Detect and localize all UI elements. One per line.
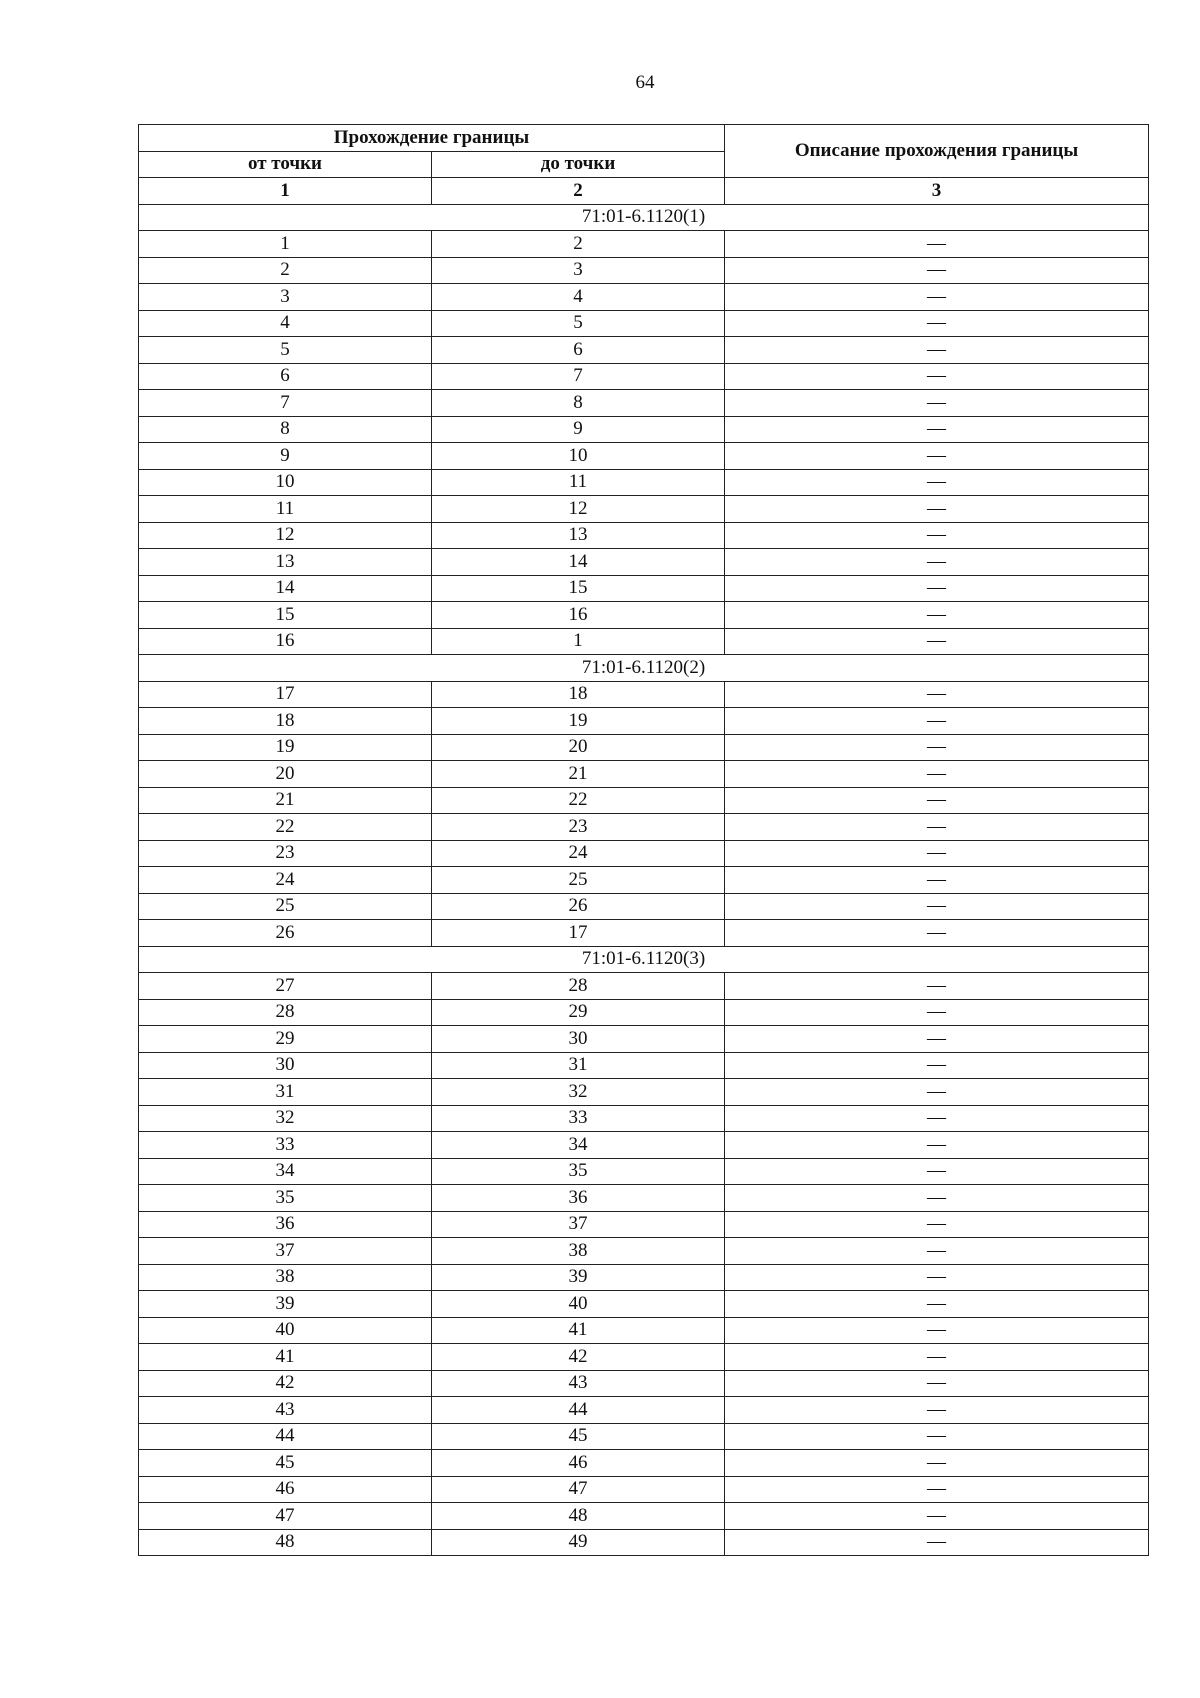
table-row xyxy=(139,761,1149,788)
from-point-cell: 7 xyxy=(139,390,432,417)
description-cell: — xyxy=(725,1238,1149,1265)
to-point-cell: 2 xyxy=(432,231,725,258)
table-row xyxy=(139,628,1149,655)
table-row xyxy=(139,284,1149,311)
description-cell: — xyxy=(725,1105,1149,1132)
table-row xyxy=(139,893,1149,920)
description-cell: — xyxy=(725,390,1149,417)
description-cell: — xyxy=(725,1185,1149,1212)
to-point-cell: 35 xyxy=(432,1158,725,1185)
from-point-cell: 46 xyxy=(139,1476,432,1503)
from-point-cell: 30 xyxy=(139,1052,432,1079)
from-point-cell: 4 xyxy=(139,310,432,337)
to-point-cell: 20 xyxy=(432,734,725,761)
description-cell: — xyxy=(725,973,1149,1000)
table-row xyxy=(139,1423,1149,1450)
description-cell: — xyxy=(725,999,1149,1026)
from-point-cell: 9 xyxy=(139,443,432,470)
table-row xyxy=(139,681,1149,708)
header-col-number-2: 2 xyxy=(432,178,725,205)
table-row xyxy=(139,363,1149,390)
header-from-point: от точки xyxy=(139,151,432,178)
table-row xyxy=(139,734,1149,761)
to-point-cell: 44 xyxy=(432,1397,725,1424)
description-cell: — xyxy=(725,363,1149,390)
from-point-cell: 48 xyxy=(139,1529,432,1556)
description-cell: — xyxy=(725,1079,1149,1106)
from-point-cell: 36 xyxy=(139,1211,432,1238)
table-row xyxy=(139,1317,1149,1344)
table-row xyxy=(139,337,1149,364)
from-point-cell: 33 xyxy=(139,1132,432,1159)
to-point-cell: 25 xyxy=(432,867,725,894)
from-point-cell: 40 xyxy=(139,1317,432,1344)
to-point-cell: 18 xyxy=(432,681,725,708)
page-number: 64 xyxy=(635,72,655,93)
description-cell: — xyxy=(725,549,1149,576)
to-point-cell: 8 xyxy=(432,390,725,417)
from-point-cell: 17 xyxy=(139,681,432,708)
description-cell: — xyxy=(725,575,1149,602)
to-point-cell: 45 xyxy=(432,1423,725,1450)
description-cell: — xyxy=(725,284,1149,311)
from-point-cell: 44 xyxy=(139,1423,432,1450)
description-cell: — xyxy=(725,257,1149,284)
from-point-cell: 19 xyxy=(139,734,432,761)
table-row xyxy=(139,416,1149,443)
to-point-cell: 6 xyxy=(432,337,725,364)
group-row xyxy=(139,946,1149,973)
to-point-cell: 48 xyxy=(432,1503,725,1530)
table-header xyxy=(139,125,1149,205)
table-row xyxy=(139,496,1149,523)
from-point-cell: 16 xyxy=(139,628,432,655)
to-point-cell: 5 xyxy=(432,310,725,337)
to-point-cell: 22 xyxy=(432,787,725,814)
description-cell: — xyxy=(725,1158,1149,1185)
to-point-cell: 26 xyxy=(432,893,725,920)
table-row xyxy=(139,1238,1149,1265)
table-row xyxy=(139,522,1149,549)
table-row xyxy=(139,1211,1149,1238)
description-cell: — xyxy=(725,708,1149,735)
from-point-cell: 28 xyxy=(139,999,432,1026)
to-point-cell: 32 xyxy=(432,1079,725,1106)
table-row xyxy=(139,469,1149,496)
to-point-cell: 9 xyxy=(432,416,725,443)
table-row xyxy=(139,1132,1149,1159)
to-point-cell: 30 xyxy=(432,1026,725,1053)
from-point-cell: 38 xyxy=(139,1264,432,1291)
from-point-cell: 42 xyxy=(139,1370,432,1397)
to-point-cell: 28 xyxy=(432,973,725,1000)
table-row xyxy=(139,1450,1149,1477)
to-point-cell: 17 xyxy=(432,920,725,947)
from-point-cell: 37 xyxy=(139,1238,432,1265)
description-cell: — xyxy=(725,1317,1149,1344)
table-row xyxy=(139,1079,1149,1106)
table-row xyxy=(139,973,1149,1000)
to-point-cell: 12 xyxy=(432,496,725,523)
table-row xyxy=(139,1476,1149,1503)
to-point-cell: 24 xyxy=(432,840,725,867)
to-point-cell: 40 xyxy=(432,1291,725,1318)
table-row xyxy=(139,1370,1149,1397)
group-title: 71:01-6.1120(3) xyxy=(139,946,1149,973)
from-point-cell: 29 xyxy=(139,1026,432,1053)
description-cell: — xyxy=(725,416,1149,443)
description-cell: — xyxy=(725,734,1149,761)
description-cell: — xyxy=(725,1211,1149,1238)
table-row xyxy=(139,1052,1149,1079)
table-row xyxy=(139,920,1149,947)
to-point-cell: 39 xyxy=(432,1264,725,1291)
table-row xyxy=(139,1185,1149,1212)
table-row xyxy=(139,999,1149,1026)
to-point-cell: 19 xyxy=(432,708,725,735)
to-point-cell: 47 xyxy=(432,1476,725,1503)
description-cell: — xyxy=(725,761,1149,788)
table-row xyxy=(139,708,1149,735)
description-cell: — xyxy=(725,681,1149,708)
from-point-cell: 20 xyxy=(139,761,432,788)
description-cell: — xyxy=(725,1052,1149,1079)
description-cell: — xyxy=(725,814,1149,841)
to-point-cell: 4 xyxy=(432,284,725,311)
group-title: 71:01-6.1120(2) xyxy=(139,655,1149,682)
to-point-cell: 31 xyxy=(432,1052,725,1079)
header-col-number-1: 1 xyxy=(139,178,432,205)
table-row xyxy=(139,1503,1149,1530)
from-point-cell: 15 xyxy=(139,602,432,629)
table-row xyxy=(139,390,1149,417)
description-cell: — xyxy=(725,337,1149,364)
table-row xyxy=(139,1291,1149,1318)
description-cell: — xyxy=(725,1344,1149,1371)
from-point-cell: 23 xyxy=(139,840,432,867)
table-row xyxy=(139,549,1149,576)
from-point-cell: 18 xyxy=(139,708,432,735)
from-point-cell: 32 xyxy=(139,1105,432,1132)
to-point-cell: 29 xyxy=(432,999,725,1026)
description-cell: — xyxy=(725,231,1149,258)
from-point-cell: 47 xyxy=(139,1503,432,1530)
description-cell: — xyxy=(725,1476,1149,1503)
to-point-cell: 33 xyxy=(432,1105,725,1132)
from-point-cell: 45 xyxy=(139,1450,432,1477)
from-point-cell: 21 xyxy=(139,787,432,814)
to-point-cell: 43 xyxy=(432,1370,725,1397)
description-cell: — xyxy=(725,310,1149,337)
from-point-cell: 35 xyxy=(139,1185,432,1212)
to-point-cell: 42 xyxy=(432,1344,725,1371)
description-cell: — xyxy=(725,1450,1149,1477)
to-point-cell: 10 xyxy=(432,443,725,470)
to-point-cell: 13 xyxy=(432,522,725,549)
table-row xyxy=(139,814,1149,841)
from-point-cell: 8 xyxy=(139,416,432,443)
header-to-point: до точки xyxy=(432,151,725,178)
boundary-table xyxy=(138,124,1149,1556)
description-cell: — xyxy=(725,1423,1149,1450)
table-body xyxy=(139,204,1149,1556)
to-point-cell: 7 xyxy=(432,363,725,390)
description-cell: — xyxy=(725,1026,1149,1053)
from-point-cell: 27 xyxy=(139,973,432,1000)
table-row xyxy=(139,443,1149,470)
description-cell: — xyxy=(725,1397,1149,1424)
to-point-cell: 23 xyxy=(432,814,725,841)
from-point-cell: 1 xyxy=(139,231,432,258)
to-point-cell: 38 xyxy=(432,1238,725,1265)
to-point-cell: 34 xyxy=(432,1132,725,1159)
from-point-cell: 41 xyxy=(139,1344,432,1371)
to-point-cell: 11 xyxy=(432,469,725,496)
description-cell: — xyxy=(725,1264,1149,1291)
from-point-cell: 3 xyxy=(139,284,432,311)
table-row xyxy=(139,231,1149,258)
table-row xyxy=(139,1344,1149,1371)
table-row xyxy=(139,787,1149,814)
header-description: Описание прохождения границы xyxy=(725,125,1149,178)
table-row xyxy=(139,1105,1149,1132)
to-point-cell: 37 xyxy=(432,1211,725,1238)
to-point-cell: 1 xyxy=(432,628,725,655)
from-point-cell: 31 xyxy=(139,1079,432,1106)
description-cell: — xyxy=(725,1370,1149,1397)
from-point-cell: 6 xyxy=(139,363,432,390)
description-cell: — xyxy=(725,920,1149,947)
group-row xyxy=(139,204,1149,231)
group-title: 71:01-6.1120(1) xyxy=(139,204,1149,231)
description-cell: — xyxy=(725,628,1149,655)
description-cell: — xyxy=(725,893,1149,920)
table-row xyxy=(139,1026,1149,1053)
table-row xyxy=(139,1264,1149,1291)
from-point-cell: 24 xyxy=(139,867,432,894)
description-cell: — xyxy=(725,496,1149,523)
table-row xyxy=(139,1529,1149,1556)
description-cell: — xyxy=(725,469,1149,496)
description-cell: — xyxy=(725,443,1149,470)
table-row xyxy=(139,1158,1149,1185)
description-cell: — xyxy=(725,1503,1149,1530)
from-point-cell: 43 xyxy=(139,1397,432,1424)
from-point-cell: 14 xyxy=(139,575,432,602)
to-point-cell: 14 xyxy=(432,549,725,576)
header-passage: Прохождение границы xyxy=(139,125,725,152)
from-point-cell: 22 xyxy=(139,814,432,841)
header-col-number-3: 3 xyxy=(725,178,1149,205)
description-cell: — xyxy=(725,787,1149,814)
table-row xyxy=(139,867,1149,894)
from-point-cell: 39 xyxy=(139,1291,432,1318)
description-cell: — xyxy=(725,602,1149,629)
table-row xyxy=(139,575,1149,602)
from-point-cell: 34 xyxy=(139,1158,432,1185)
from-point-cell: 2 xyxy=(139,257,432,284)
to-point-cell: 21 xyxy=(432,761,725,788)
description-cell: — xyxy=(725,1291,1149,1318)
table-row xyxy=(139,257,1149,284)
table-row xyxy=(139,1397,1149,1424)
to-point-cell: 3 xyxy=(432,257,725,284)
from-point-cell: 26 xyxy=(139,920,432,947)
to-point-cell: 16 xyxy=(432,602,725,629)
to-point-cell: 36 xyxy=(432,1185,725,1212)
to-point-cell: 49 xyxy=(432,1529,725,1556)
to-point-cell: 15 xyxy=(432,575,725,602)
description-cell: — xyxy=(725,867,1149,894)
from-point-cell: 5 xyxy=(139,337,432,364)
description-cell: — xyxy=(725,840,1149,867)
table-row xyxy=(139,602,1149,629)
table-row xyxy=(139,840,1149,867)
from-point-cell: 13 xyxy=(139,549,432,576)
description-cell: — xyxy=(725,1529,1149,1556)
from-point-cell: 11 xyxy=(139,496,432,523)
from-point-cell: 10 xyxy=(139,469,432,496)
description-cell: — xyxy=(725,522,1149,549)
to-point-cell: 41 xyxy=(432,1317,725,1344)
from-point-cell: 25 xyxy=(139,893,432,920)
group-row xyxy=(139,655,1149,682)
to-point-cell: 46 xyxy=(432,1450,725,1477)
table-row xyxy=(139,310,1149,337)
description-cell: — xyxy=(725,1132,1149,1159)
from-point-cell: 12 xyxy=(139,522,432,549)
